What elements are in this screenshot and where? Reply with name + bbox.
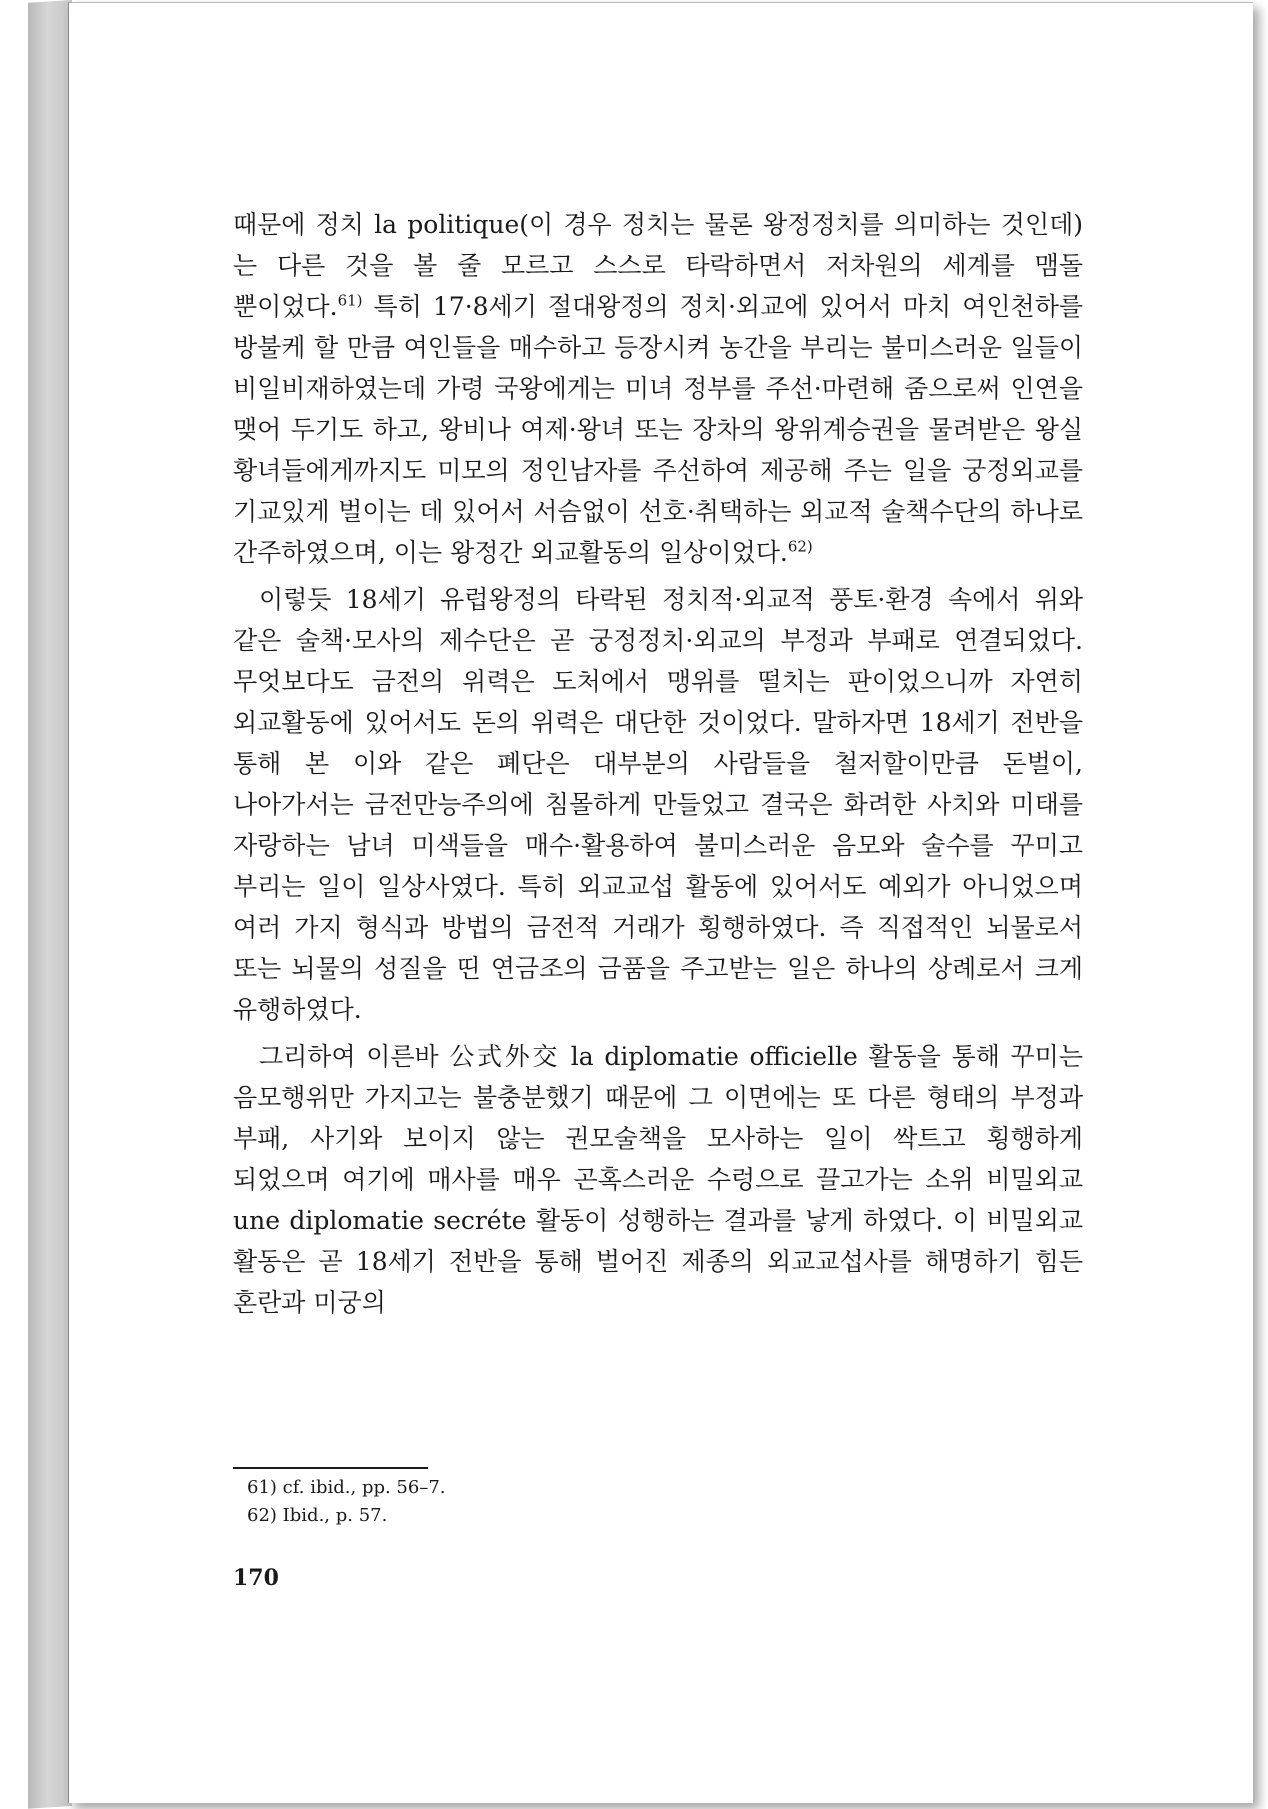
paragraph-2 [233, 579, 1083, 1030]
footnote-number: 62) [247, 1505, 277, 1526]
footnotes [247, 1474, 847, 1530]
paragraph-3 [233, 1036, 1083, 1323]
paragraph-1 [233, 204, 1083, 573]
footnote-text: Ibid., p. 57. [282, 1505, 388, 1526]
footnote-61 [247, 1474, 847, 1502]
page-number: 170 [233, 1565, 279, 1591]
paragraph-text: 특히 17·8세기 절대왕정의 정치·외교에 있어서 마치 여인천하를 방불케 할 만큼 여인들을 매수하고 등장시켜 농간을 부리는 불미스러운 일들이 비일비재하였는데 가령 국왕에게는 미녀 정부를 주선·마련해 줌으로써 인연을 맺어 두기도 하고, 왕비나 여제·왕녀 또는 장차의 왕위계승권을 물려받은 왕실 황녀들에게까지도 미모의 정인남자를 주선하여 제공해 주는 일을 궁정외교를 기교있게 벌이는 데 있어서 서슴없이 선호·취택하는 외교적 술책수단의 하나로 간주하였으며, 이는 왕정간 외교활동의 일상이었다. [233, 292, 1083, 567]
footnote-text: cf. ibid., pp. 56–7. [282, 1477, 446, 1498]
paragraph-text: 그리하여 이른바 公式外交 la diplomatie officielle 활동을 통해 꾸미는 음모행위만 가지고는 불충분했기 때문에 그 이면에는 또 다른 형태의 부정과 부패, 사기와 보이지 않는 권모술책을 모사하는 일이 싹트고 횡행하게 되었으며 여기에 매사를 매우 곤혹스러운 수렁으로 끌고가는 소위 비밀외교 une diplomatie secréte 활동이 성행하는 결과를 낳게 하였다. 이 비밀외교 활동은 곧 18세기 전반을 통해 벌어진 제종의 외교교섭사를 해명하기 힘든 혼란과 미궁의 [233, 1042, 1083, 1317]
book-spine-edge [28, 0, 72, 1809]
footnote-number: 61) [247, 1477, 277, 1498]
footnote-ref-62: 62) [787, 537, 813, 556]
paragraph-text: 때문에 정치 la politique(이 경우 정치는 물론 왕정정치를 의미하는 것인데)는 다른 것을 볼 줄 모르고 스스로 타락하면서 저차원의 세계를 맴돌 뿐이었다. [233, 210, 1083, 321]
footnote-62 [247, 1502, 847, 1530]
footnote-divider [233, 1467, 428, 1469]
paragraph-text: 이렇듯 18세기 유럽왕정의 타락된 정치적·외교적 풍토·환경 속에서 위와 같은 술책·모사의 제수단은 곧 궁정정치·외교의 부정과 부패로 연결되었다. 무엇보다도 금전의 위력은 도처에서 맹위를 떨치는 판이었으니까 자연히 외교활동에 있어서도 돈의 위력은 대단한 것이었다. 말하자면 18세기 전반을 통해 본 이와 같은 폐단은 대부분의 사람들을 철저할이만큼 돈벌이, 나아가서는 금전만능주의에 침몰하게 만들었고 결국은 화려한 사치와 미태를 자랑하는 남녀 미색들을 매수·활용하여 불미스러운 음모와 술수를 꾸미고 부리는 일이 일상사였다. 특히 외교교섭 활동에 있어서도 예외가 아니었으며 여러 가지 형식과 방법의 금전적 거래가 횡행하였다. 즉 직접적인 뇌물로서 또는 뇌물의 성질을 띤 연금조의 금품을 주고받는 일은 하나의 상례로서 크게 유행하였다. [233, 585, 1083, 1024]
footnote-ref-61: 61) [337, 291, 363, 310]
body-text [233, 204, 1083, 1329]
